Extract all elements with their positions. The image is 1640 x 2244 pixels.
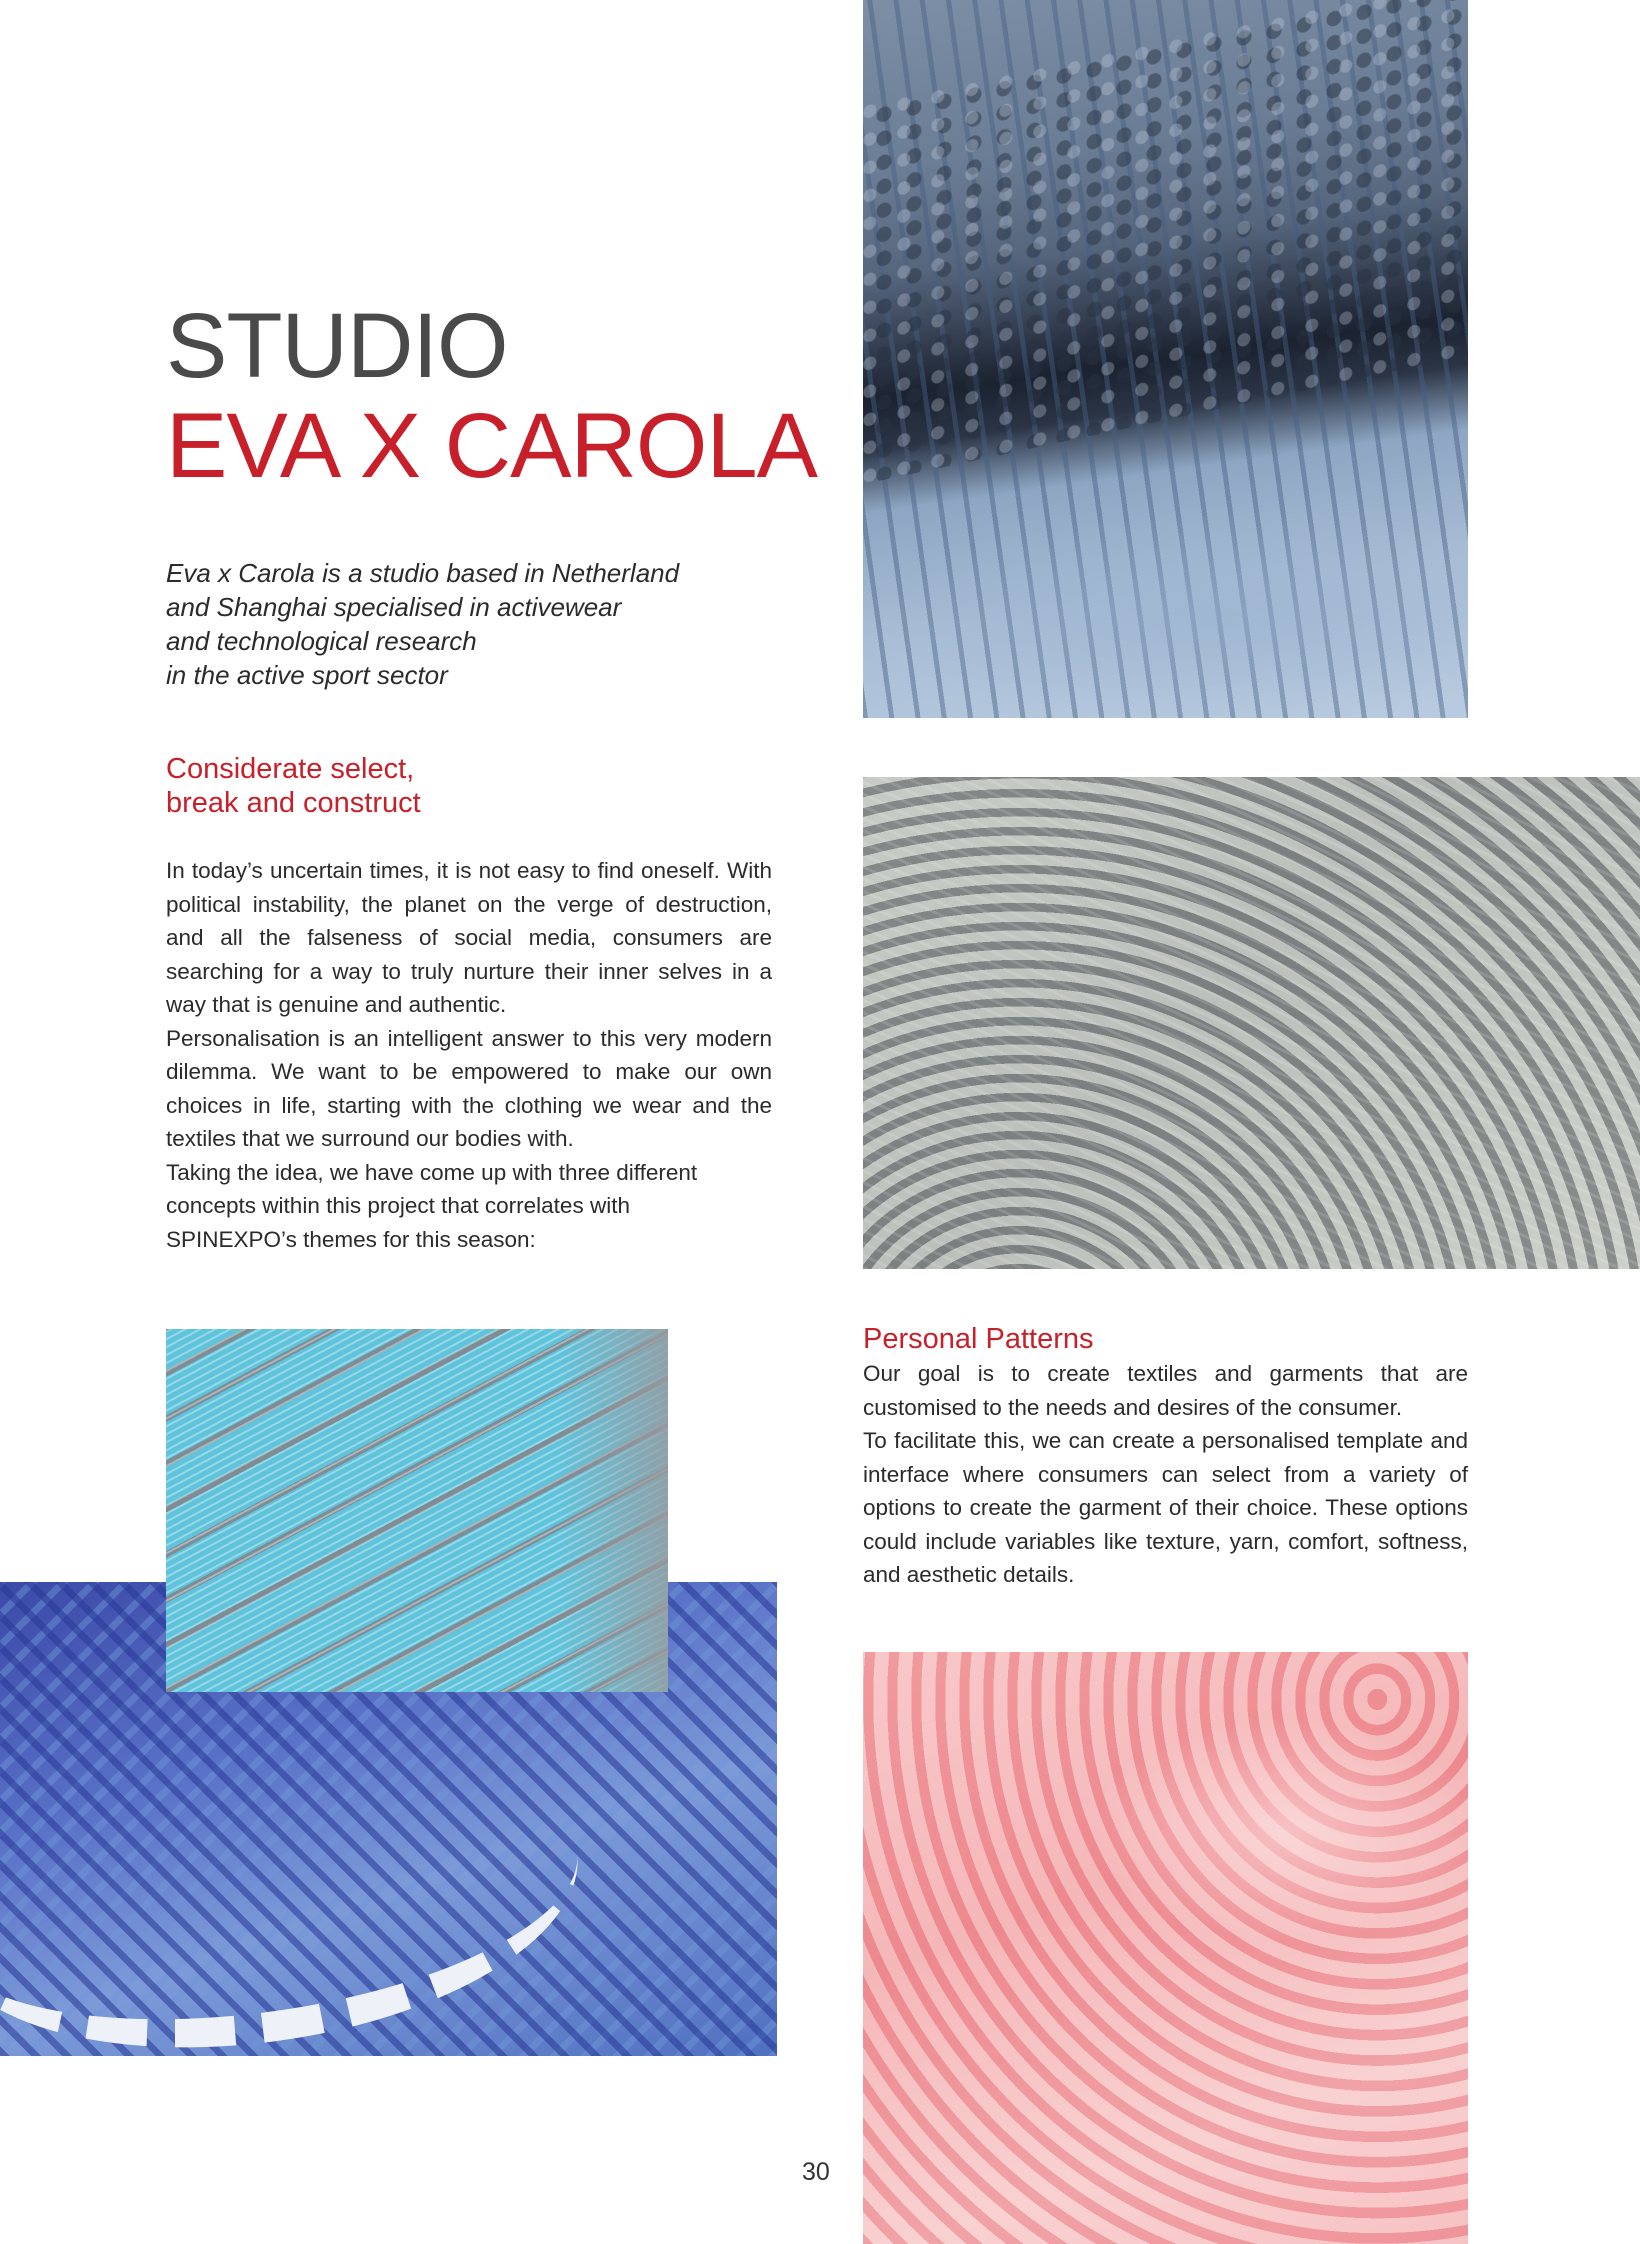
body-paragraph: Our goal is to create textiles and garments that are customised to the needs and desires of the consumer. [863,1361,1468,1420]
intro-line: and technological research [166,626,477,656]
intro-line: and Shanghai specialised in activewear [166,592,622,622]
title-eva-x-carola: EVA X CAROLA [166,395,818,497]
photo-grey-knit-texture [863,0,1468,718]
personal-patterns-body [863,1357,1468,1592]
intro-text [166,556,726,692]
page-number: 30 [802,2158,830,2186]
heading-personal-patterns: Personal Patterns [863,1323,1094,1355]
photo-grey-wave-jacquard [863,777,1640,1269]
page-title [166,295,818,497]
heading-line: break and construct [166,787,421,819]
heading-line: Considerate select, [166,753,415,785]
photo-aqua-striped-textile [166,1329,668,1692]
title-studio: STUDIO [166,295,508,397]
body-paragraph: To facilitate this, we can create a personalised template and interface where consumers can select from a variety of options to create the garment of their choice. These options could include variables like texture, yarn, comfort, softness, and aesthetic details. [863,1428,1468,1587]
body-paragraph: In today’s uncertain times, it is not easy to find oneself. With political instability, the planet on the verge of destruction, and all the falseness of social media, consumers are searching for a way to truly nurture their inner selves in a way that is genuine and authentic. [166,858,772,1017]
intro-line: Eva x Carola is a studio based in Netherland [166,558,680,588]
considerate-body [166,854,772,1256]
body-paragraph: Personalisation is an intelligent answer to this very modern dilemma. We want to be empowered to make our own choices in life, starting with the clothing we wear and the textiles that we surround our bodies with. [166,1025,772,1151]
photo-pink-pleated-textile [863,1652,1468,2244]
heading-considerate-select [166,752,421,820]
intro-line: in the active sport sector [166,660,448,690]
body-paragraph: Taking the idea, we have come up with three different concepts within this project that correlates with SPINEXPO’s themes for this season: [166,1159,698,1252]
